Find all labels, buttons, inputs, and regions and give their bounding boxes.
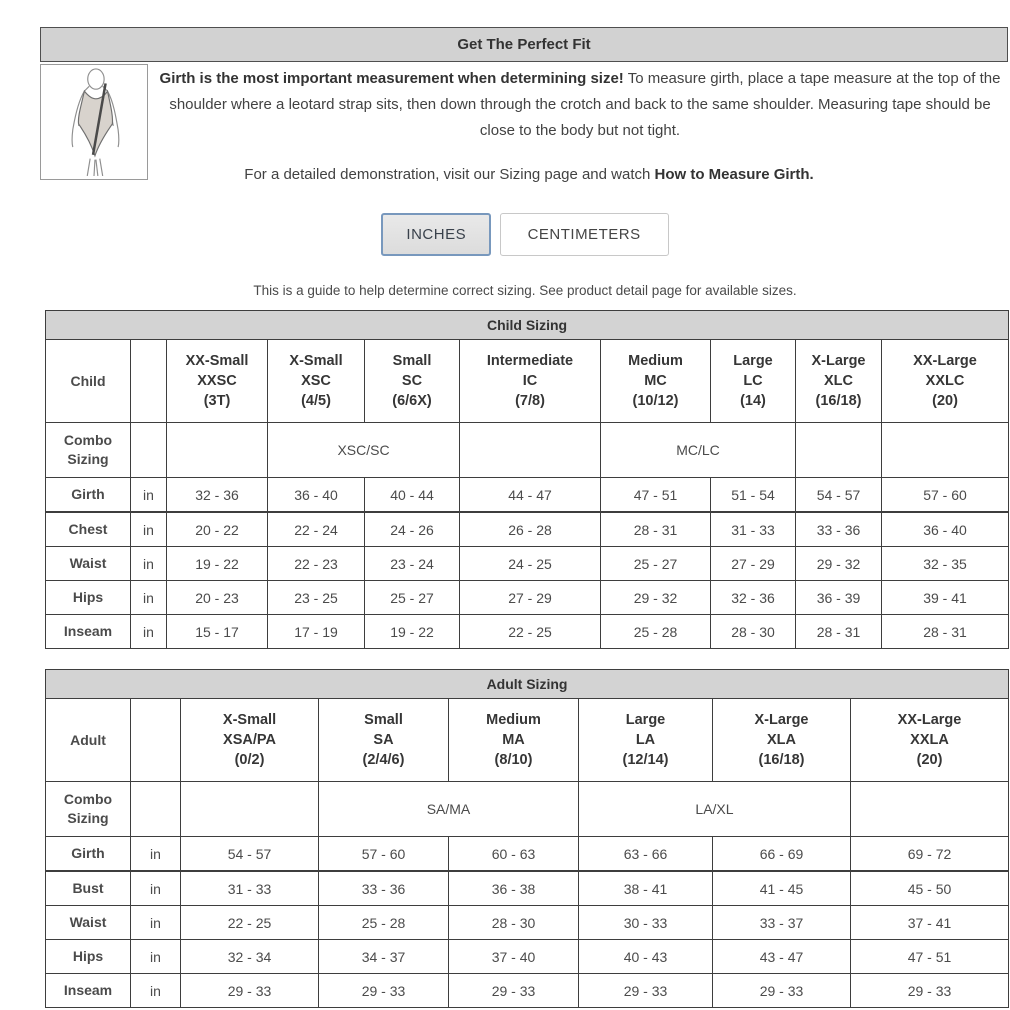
combo-value: XSC/SC <box>268 423 460 478</box>
demo-note <box>148 166 1010 183</box>
range-cell: 57 - 60 <box>882 478 1009 513</box>
unit-label: in <box>131 547 167 581</box>
unit-label: in <box>131 940 181 974</box>
empty-cell <box>851 782 1009 837</box>
range-cell: 22 - 24 <box>268 512 365 547</box>
range-cell: 30 - 33 <box>579 906 713 940</box>
intro-section <box>40 64 1010 183</box>
guide-note: This is a guide to help determine correct sizing. See product detail page for available sizes. <box>253 283 797 298</box>
size-column-header <box>181 699 319 782</box>
range-cell: 23 - 24 <box>365 547 460 581</box>
size-number: (10/12) <box>632 393 679 409</box>
range-cell: 57 - 60 <box>319 837 449 872</box>
range-cell: 36 - 38 <box>449 871 579 906</box>
size-number: (2/4/6) <box>362 752 405 768</box>
table-row <box>46 547 1009 581</box>
size-column-header <box>601 340 711 423</box>
unit-label: in <box>131 837 181 872</box>
measurement-label: Hips <box>46 581 131 615</box>
size-code: XSA/PA <box>223 732 276 748</box>
measurement-label: Waist <box>46 547 131 581</box>
adult-combo-row <box>46 782 1009 837</box>
range-cell: 32 - 36 <box>167 478 268 513</box>
range-cell: 36 - 40 <box>882 512 1009 547</box>
size-name: Medium <box>486 712 541 728</box>
range-cell: 25 - 28 <box>319 906 449 940</box>
centimeters-button[interactable]: CENTIMETERS <box>500 213 669 256</box>
range-cell: 28 - 30 <box>449 906 579 940</box>
size-name: XX-Large <box>897 712 962 728</box>
range-cell: 40 - 44 <box>365 478 460 513</box>
range-cell: 20 - 23 <box>167 581 268 615</box>
range-cell: 44 - 47 <box>460 478 601 513</box>
size-name: X-Small <box>289 353 343 369</box>
size-column-header <box>579 699 713 782</box>
unit-label: in <box>131 478 167 513</box>
range-cell: 22 - 25 <box>181 906 319 940</box>
size-column-header <box>711 340 796 423</box>
size-name: Small <box>392 353 432 369</box>
demo-note-text: For a detailed demonstration, visit our Sizing page and watch <box>244 166 651 183</box>
child-header-label: Child <box>46 340 131 423</box>
range-cell: 22 - 25 <box>460 615 601 649</box>
size-code: XXLA <box>910 732 949 748</box>
adult-section-row <box>46 670 1009 699</box>
girth-instructions-bold: Girth is the most important measurement when determining size! <box>159 70 624 87</box>
range-cell: 25 - 28 <box>601 615 711 649</box>
range-cell: 29 - 33 <box>181 974 319 1008</box>
range-cell: 51 - 54 <box>711 478 796 513</box>
range-cell: 43 - 47 <box>713 940 851 974</box>
range-cell: 40 - 43 <box>579 940 713 974</box>
table-row <box>46 837 1009 872</box>
range-cell: 29 - 32 <box>796 547 882 581</box>
range-cell: 54 - 57 <box>181 837 319 872</box>
size-name: XX-Large <box>913 353 977 369</box>
range-cell: 32 - 36 <box>711 581 796 615</box>
size-number: (16/18) <box>815 393 862 409</box>
range-cell: 33 - 36 <box>319 871 449 906</box>
range-cell: 28 - 31 <box>882 615 1009 649</box>
range-cell: 47 - 51 <box>601 478 711 513</box>
empty-cell <box>131 782 181 837</box>
page-title: Get The Perfect Fit <box>40 27 1008 62</box>
size-code: XXLC <box>925 373 965 389</box>
child-size-header-row <box>46 340 1009 423</box>
combo-sizing-label: Combo Sizing <box>46 423 131 478</box>
combo-value: MC/LC <box>601 423 796 478</box>
range-cell: 66 - 69 <box>713 837 851 872</box>
child-table-title: Child Sizing <box>46 311 1009 340</box>
size-code: LC <box>743 373 763 389</box>
size-number: (20) <box>932 393 958 409</box>
table-row <box>46 974 1009 1008</box>
range-cell: 29 - 33 <box>713 974 851 1008</box>
size-number: (20) <box>916 752 943 768</box>
measurement-label: Bust <box>46 871 131 906</box>
adult-header-label: Adult <box>46 699 131 782</box>
size-code: XSC <box>301 373 331 389</box>
measurement-label: Girth <box>46 478 131 513</box>
inches-button[interactable]: INCHES <box>381 213 491 256</box>
demo-note-bold: How to Measure Girth. <box>654 166 814 183</box>
size-code: LA <box>635 732 656 748</box>
measurement-label: Waist <box>46 906 131 940</box>
range-cell: 31 - 33 <box>181 871 319 906</box>
range-cell: 29 - 32 <box>601 581 711 615</box>
range-cell: 19 - 22 <box>167 547 268 581</box>
range-cell: 15 - 17 <box>167 615 268 649</box>
empty-unit-header-cell <box>131 340 167 423</box>
range-cell: 27 - 29 <box>460 581 601 615</box>
range-cell: 27 - 29 <box>711 547 796 581</box>
size-column-header <box>449 699 579 782</box>
range-cell: 32 - 34 <box>181 940 319 974</box>
range-cell: 37 - 40 <box>449 940 579 974</box>
size-column-header <box>365 340 460 423</box>
table-row <box>46 940 1009 974</box>
size-number: (0/2) <box>234 752 265 768</box>
range-cell: 22 - 23 <box>268 547 365 581</box>
size-code: XXSC <box>197 373 237 389</box>
size-column-header <box>796 340 882 423</box>
size-number: (16/18) <box>758 752 805 768</box>
size-column-header <box>713 699 851 782</box>
range-cell: 60 - 63 <box>449 837 579 872</box>
measurement-label: Inseam <box>46 615 131 649</box>
range-cell: 38 - 41 <box>579 871 713 906</box>
range-cell: 36 - 40 <box>268 478 365 513</box>
range-cell: 45 - 50 <box>851 871 1009 906</box>
size-number: (7/8) <box>515 393 545 409</box>
range-cell: 29 - 33 <box>579 974 713 1008</box>
empty-unit-header-cell <box>131 699 181 782</box>
unit-toggle <box>40 213 1010 256</box>
table-row <box>46 478 1009 513</box>
range-cell: 41 - 45 <box>713 871 851 906</box>
size-name: Large <box>733 353 773 369</box>
range-cell: 24 - 26 <box>365 512 460 547</box>
intro-text-column <box>148 64 1010 183</box>
size-code: MA <box>502 732 525 748</box>
range-cell: 63 - 66 <box>579 837 713 872</box>
empty-cell <box>167 423 268 478</box>
size-name: X-Large <box>754 712 809 728</box>
unit-label: in <box>131 615 167 649</box>
girth-instructions-rest: To measure girth, place a tape measure at the top of the shoulder where a leotard strap sits, then down through the crotch and back to the same shoulder. Measuring tape should be close to the body but not tight. <box>169 70 1001 139</box>
range-cell: 19 - 22 <box>365 615 460 649</box>
table-row <box>46 615 1009 649</box>
child-combo-row <box>46 423 1009 478</box>
size-name: Intermediate <box>486 353 574 369</box>
unit-label: in <box>131 974 181 1008</box>
girth-instructions <box>156 66 1004 144</box>
size-column-header <box>882 340 1009 423</box>
empty-cell <box>131 423 167 478</box>
range-cell: 29 - 33 <box>851 974 1009 1008</box>
size-column-header <box>319 699 449 782</box>
range-cell: 23 - 25 <box>268 581 365 615</box>
table-row <box>46 871 1009 906</box>
range-cell: 20 - 22 <box>167 512 268 547</box>
empty-cell <box>181 782 319 837</box>
range-cell: 33 - 36 <box>796 512 882 547</box>
empty-cell <box>796 423 882 478</box>
size-number: (6/6X) <box>392 393 432 409</box>
size-number: (14) <box>740 393 766 409</box>
unit-label: in <box>131 871 181 906</box>
size-name: X-Small <box>222 712 277 728</box>
size-code: SC <box>401 373 423 389</box>
range-cell: 28 - 31 <box>796 615 882 649</box>
size-number: (4/5) <box>301 393 331 409</box>
range-cell: 37 - 41 <box>851 906 1009 940</box>
size-name: X-Large <box>811 353 866 369</box>
range-cell: 24 - 25 <box>460 547 601 581</box>
measurement-label: Girth <box>46 837 131 872</box>
size-number: (12/14) <box>622 752 669 768</box>
range-cell: 54 - 57 <box>796 478 882 513</box>
range-cell: 17 - 19 <box>268 615 365 649</box>
size-name: XX-Small <box>185 353 249 369</box>
unit-label: in <box>131 906 181 940</box>
size-code: MC <box>644 373 667 389</box>
range-cell: 34 - 37 <box>319 940 449 974</box>
measurement-label: Chest <box>46 512 131 547</box>
size-column-header <box>851 699 1009 782</box>
size-column-header <box>460 340 601 423</box>
child-sizing-table <box>45 310 1009 649</box>
range-cell: 28 - 30 <box>711 615 796 649</box>
range-cell: 32 - 35 <box>882 547 1009 581</box>
measurement-label: Inseam <box>46 974 131 1008</box>
leotard-figure-icon <box>45 68 143 176</box>
range-cell: 29 - 33 <box>319 974 449 1008</box>
size-name: Large <box>625 712 666 728</box>
combo-value: LA/XL <box>579 782 851 837</box>
range-cell: 26 - 28 <box>460 512 601 547</box>
size-name: Medium <box>628 353 683 369</box>
unit-label: in <box>131 581 167 615</box>
combo-value: SA/MA <box>319 782 579 837</box>
size-number: (8/10) <box>494 752 533 768</box>
adult-size-header-row <box>46 699 1009 782</box>
range-cell: 36 - 39 <box>796 581 882 615</box>
size-code: XLC <box>824 373 853 389</box>
adult-sizing-table <box>45 669 1009 1008</box>
measurement-label: Hips <box>46 940 131 974</box>
table-row <box>46 512 1009 547</box>
combo-sizing-label: Combo Sizing <box>46 782 131 837</box>
size-code: XLA <box>767 732 796 748</box>
size-number: (3T) <box>203 393 231 409</box>
range-cell: 25 - 27 <box>365 581 460 615</box>
size-code: IC <box>522 373 538 389</box>
unit-label: in <box>131 512 167 547</box>
range-cell: 33 - 37 <box>713 906 851 940</box>
range-cell: 31 - 33 <box>711 512 796 547</box>
table-row <box>46 906 1009 940</box>
empty-cell <box>460 423 601 478</box>
range-cell: 69 - 72 <box>851 837 1009 872</box>
size-name: Small <box>364 712 403 728</box>
leotard-girth-diagram <box>40 64 148 180</box>
adult-table-title: Adult Sizing <box>46 670 1009 699</box>
size-column-header <box>167 340 268 423</box>
range-cell: 25 - 27 <box>601 547 711 581</box>
size-code: SA <box>373 732 394 748</box>
size-column-header <box>268 340 365 423</box>
table-row <box>46 581 1009 615</box>
range-cell: 47 - 51 <box>851 940 1009 974</box>
range-cell: 28 - 31 <box>601 512 711 547</box>
range-cell: 29 - 33 <box>449 974 579 1008</box>
empty-cell <box>882 423 1009 478</box>
child-section-row <box>46 311 1009 340</box>
range-cell: 39 - 41 <box>882 581 1009 615</box>
